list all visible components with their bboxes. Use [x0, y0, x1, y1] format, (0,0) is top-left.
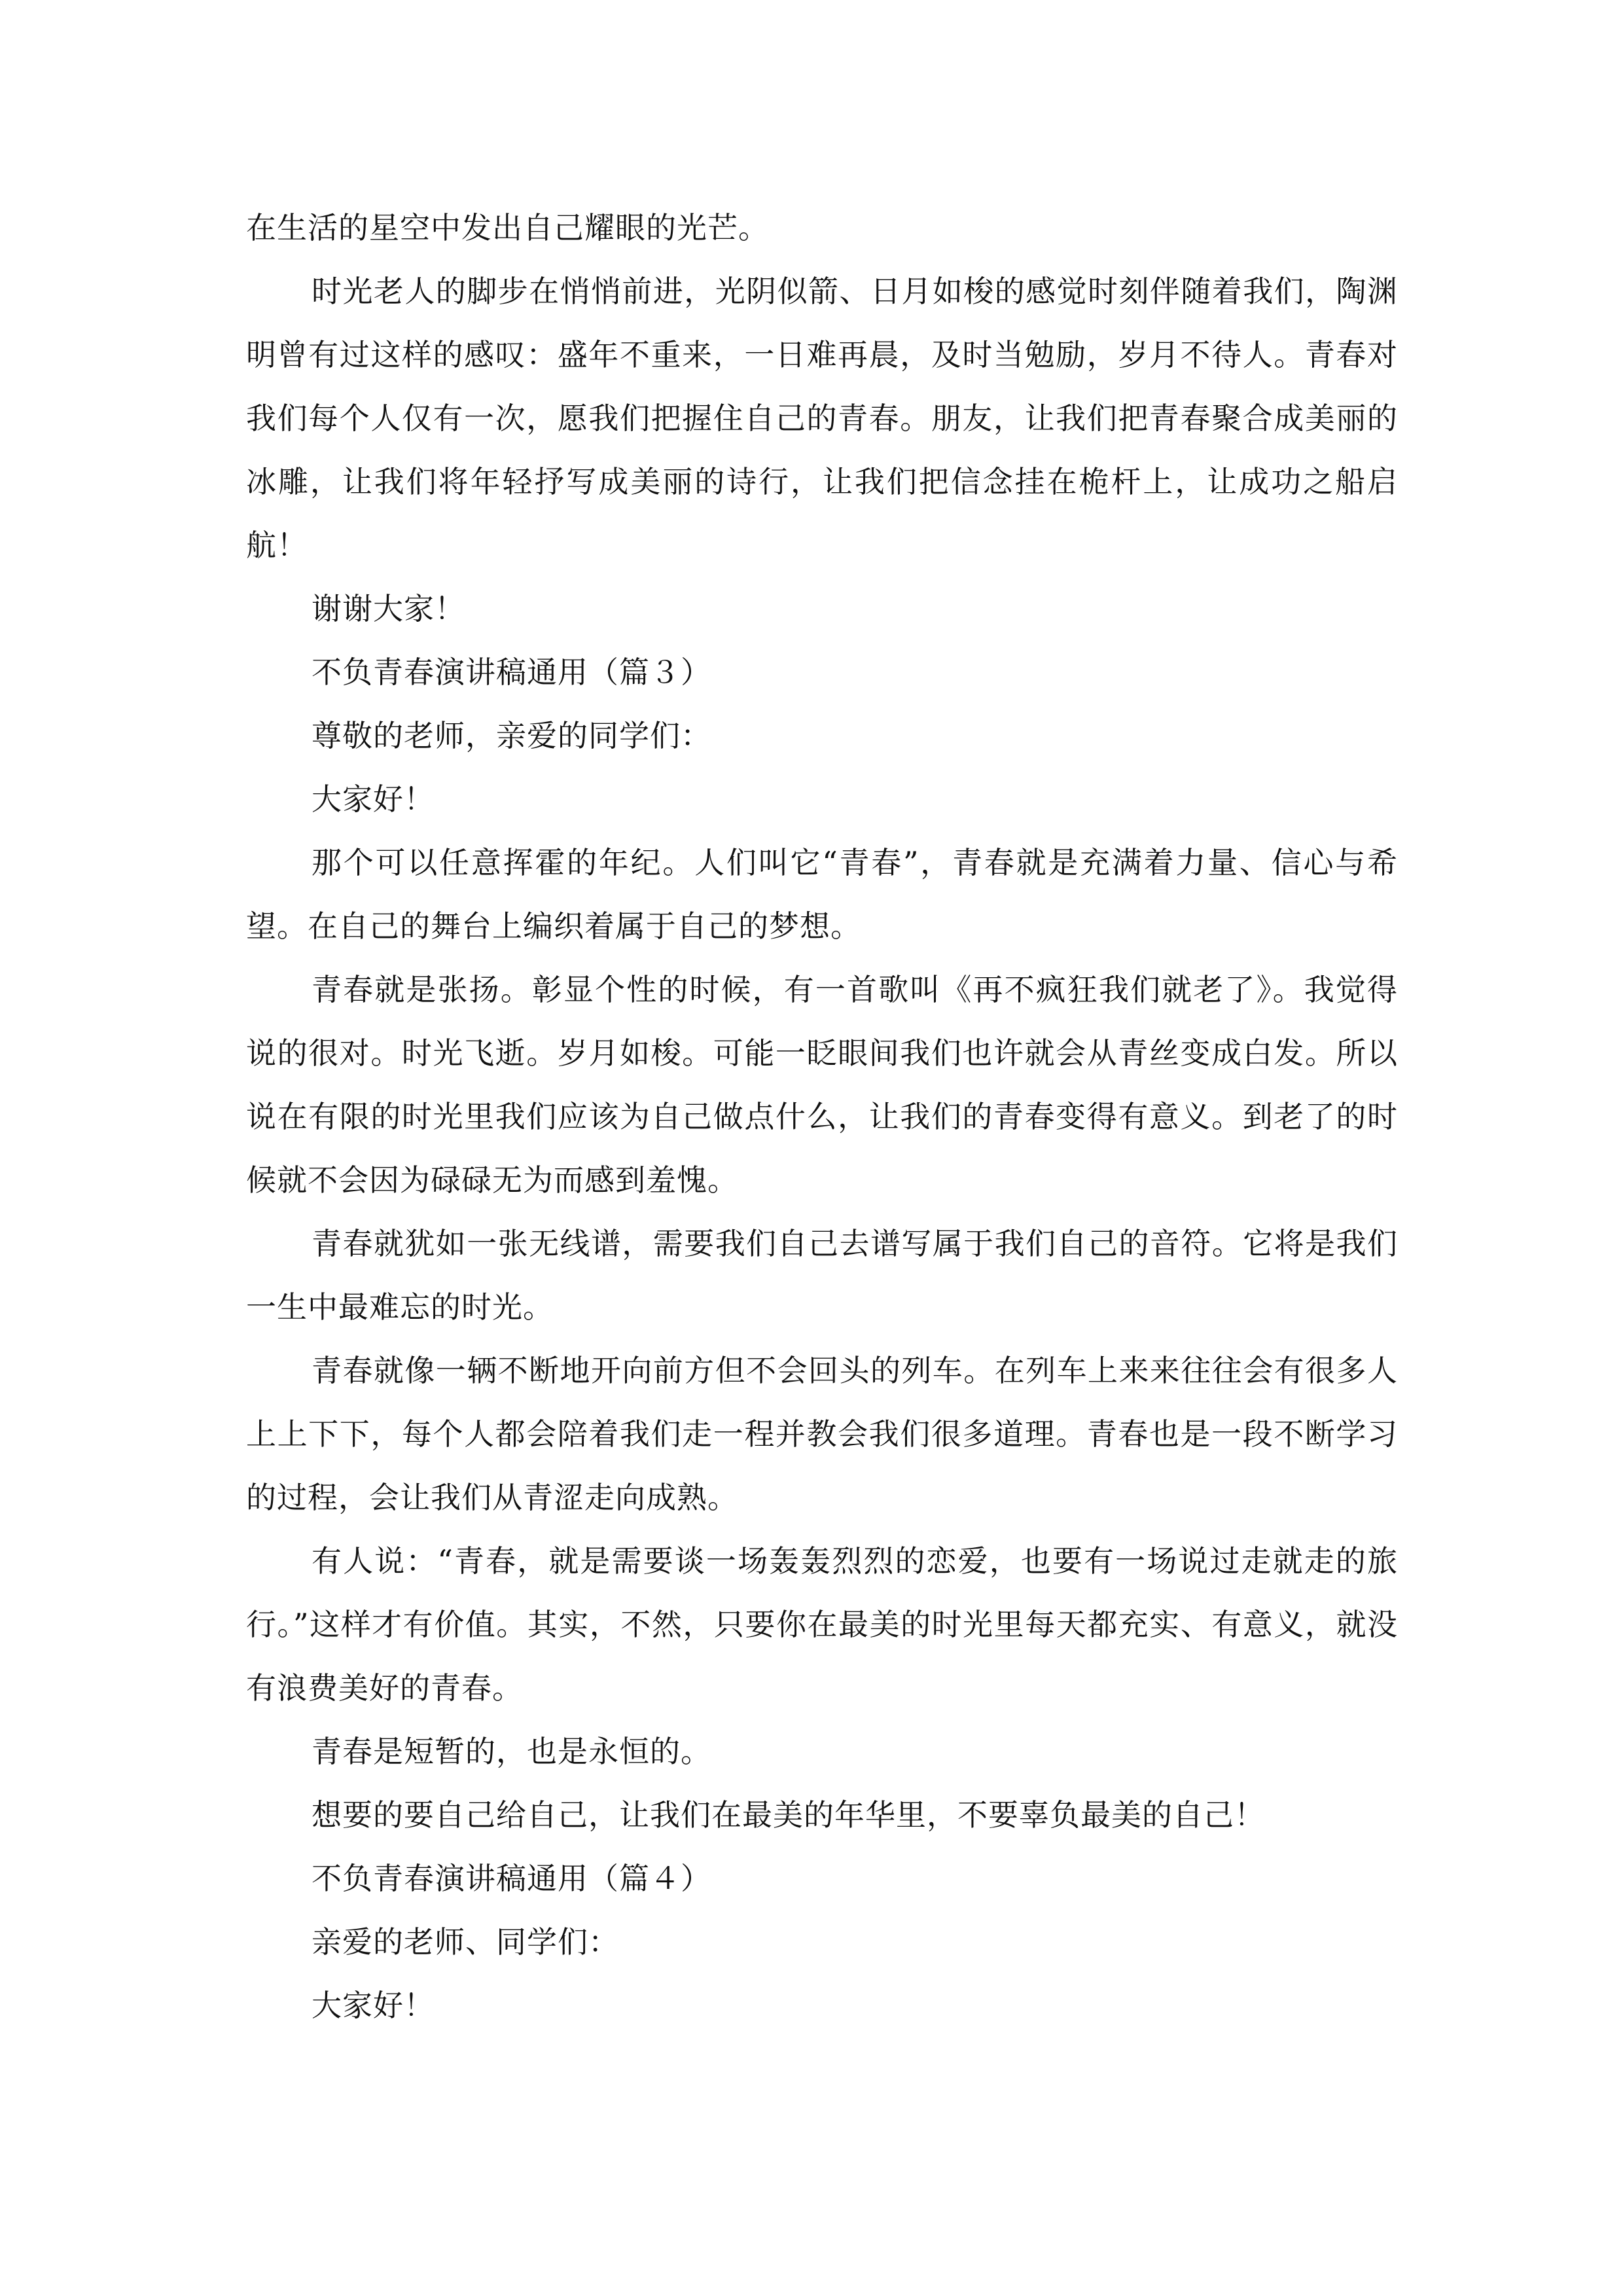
paragraph-youth-train: 青春就像一辆不断地开向前方但不会回头的列车。在列车上来来往往会有很多人上上下下，每个人都会陪着我们走一程并教会我们很多道理。青春也是一段不断学习的过程，会让我们从青涩走向成熟。 [246, 1353, 1398, 1515]
paragraph-thanks: 谢谢大家！ [312, 591, 465, 626]
paragraph-want: 想要的要自己给自己，让我们在最美的年华里，不要辜负最美的自己！ [312, 1797, 1265, 1833]
paragraph-youth-publicity: 青春就是张扬。彰显个性的时候，有一首歌叫《再不疯狂我们就老了》。我觉得说的很对。时光飞逝。岁月如梭。可能一眨眼间我们也许就会从青丝变成白发。所以说在有限的时光里我们应该为自己做点什么，让我们的青春变得有意义。到老了的时候就不会因为碌碌无为而感到羞愧。 [246, 972, 1398, 1198]
paragraph-continuation: 在生活的星空中发出自己耀眼的光芒。 [246, 210, 769, 245]
paragraph-time-passing: 时光老人的脚步在悄悄前进，光阴似箭、日月如梭的感觉时刻伴随着我们，陶渊明曾有过这样的感叹：盛年不重来，一日难再晨，及时当勉励，岁月不待人。青春对我们每个人仅有一次，愿我们把握住自己的青春。朋友，让我们把青春聚合成美丽的冰雕，让我们将年轻抒写成美丽的诗行，让我们把信念挂在桅杆上，让成功之船启航！ [246, 274, 1398, 563]
section-heading-part-4: 不负青春演讲稿通用（篇４） [312, 1861, 711, 1896]
paragraph-youth-age: 那个可以任意挥霍的年纪。人们叫它“青春”，青春就是充满着力量、信心与希望。在自己的舞台上编织着属于自己的梦想。 [246, 845, 1398, 944]
paragraph-youth-score: 青春就犹如一张无线谱，需要我们自己去谱写属于我们自己的音符。它将是我们一生中最难忘的时光。 [246, 1226, 1398, 1325]
section-heading-part-3: 不负青春演讲稿通用（篇３） [312, 655, 711, 690]
paragraph-youth-short: 青春是短暂的，也是永恒的。 [312, 1734, 711, 1769]
document-body [246, 196, 1398, 2037]
paragraph-greeting-2: 大家好！ [312, 1988, 435, 2023]
paragraph-salutation-2: 亲爱的老师、同学们： [312, 1924, 619, 1960]
paragraph-someone-said: 有人说：“青春，就是需要谈一场轰轰烈烈的恋爱，也要有一场说过走就走的旅行。”这样才有价值。其实，不然，只要你在最美的时光里每天都充实、有意义，就没有浪费美好的青春。 [246, 1543, 1398, 1706]
paragraph-greeting: 大家好！ [312, 781, 435, 817]
paragraph-salutation: 尊敬的老师，亲爱的同学们： [312, 718, 711, 753]
